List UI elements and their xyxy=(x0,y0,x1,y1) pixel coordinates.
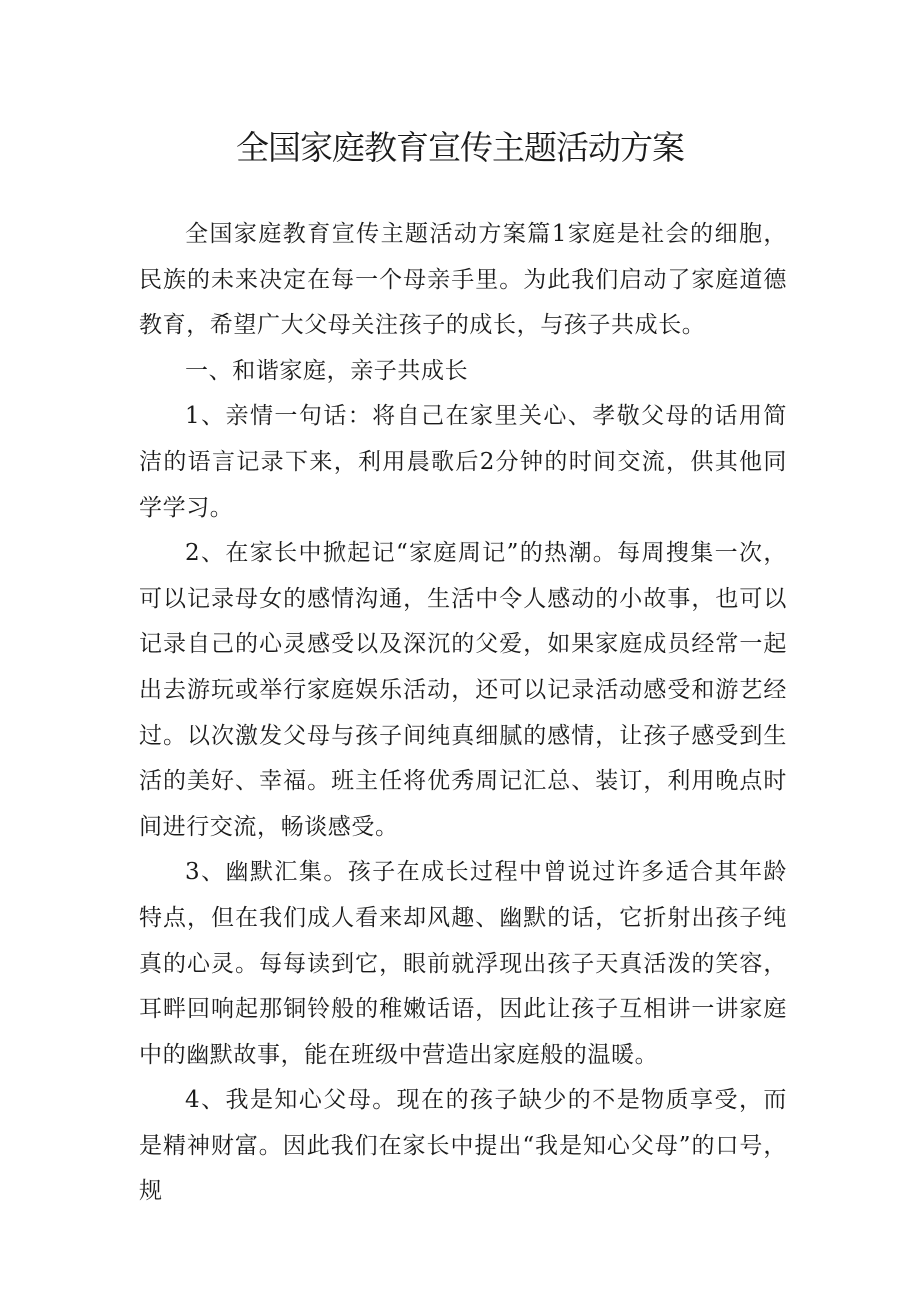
document-title: 全国家庭教育宣传主题活动方案 xyxy=(236,128,684,167)
paragraph-item-2: 2、在家长中掀起记“家庭周记”的热潮。每周搜集一次，可以记录母女的感情沟通，生活中令人感动的小故事，也可以记录自己的心灵感受以及深沉的父爱，如果家庭成员经常一起出去游玩或举行家庭娱乐活动，还可以记录活动感受和游艺经过。以次激发父母与孩子间纯真细腻的感情，让孩子感受到生活的美好、幸福。班主任将优秀周记汇总、装订，利用晚点时间进行交流，畅谈感受。 xyxy=(139,540,787,840)
paragraph-item-3: 3、幽默汇集。孩子在成长过程中曾说过许多适合其年龄特点，但在我们成人看来却风趣、幽默的话，它折射出孩子纯真的心灵。每每读到它，眼前就浮现出孩子天真活泼的笑容，耳畔回响起那铜铃般的稚嫩话语，因此让孩子互相讲一讲家庭中的幽默故事，能在班级中营造出家庭般的温暖。 xyxy=(139,859,787,1068)
document-body xyxy=(139,212,787,1215)
paragraph-item-1: 1、亲情一句话：将自己在家里关心、孝敬父母的话用简洁的语言记录下来，利用晨歌后2分钟的时间交流，供其他同学学习。 xyxy=(139,403,787,521)
section-heading-1: 一、和谐家庭，亲子共成长 xyxy=(185,357,469,384)
paragraph-item-4: 4、我是知心父母。现在的孩子缺少的不是物质享受，而是精神财富。因此我们在家长中提出“我是知心父母”的口号，规 xyxy=(139,1087,787,1205)
paragraph-intro: 全国家庭教育宣传主题活动方案篇1家庭是社会的细胞，民族的未来决定在每一个母亲手里。为此我们启动了家庭道德教育，希望广大父母关注孩子的成长，与孩子共成长。 xyxy=(139,221,787,339)
